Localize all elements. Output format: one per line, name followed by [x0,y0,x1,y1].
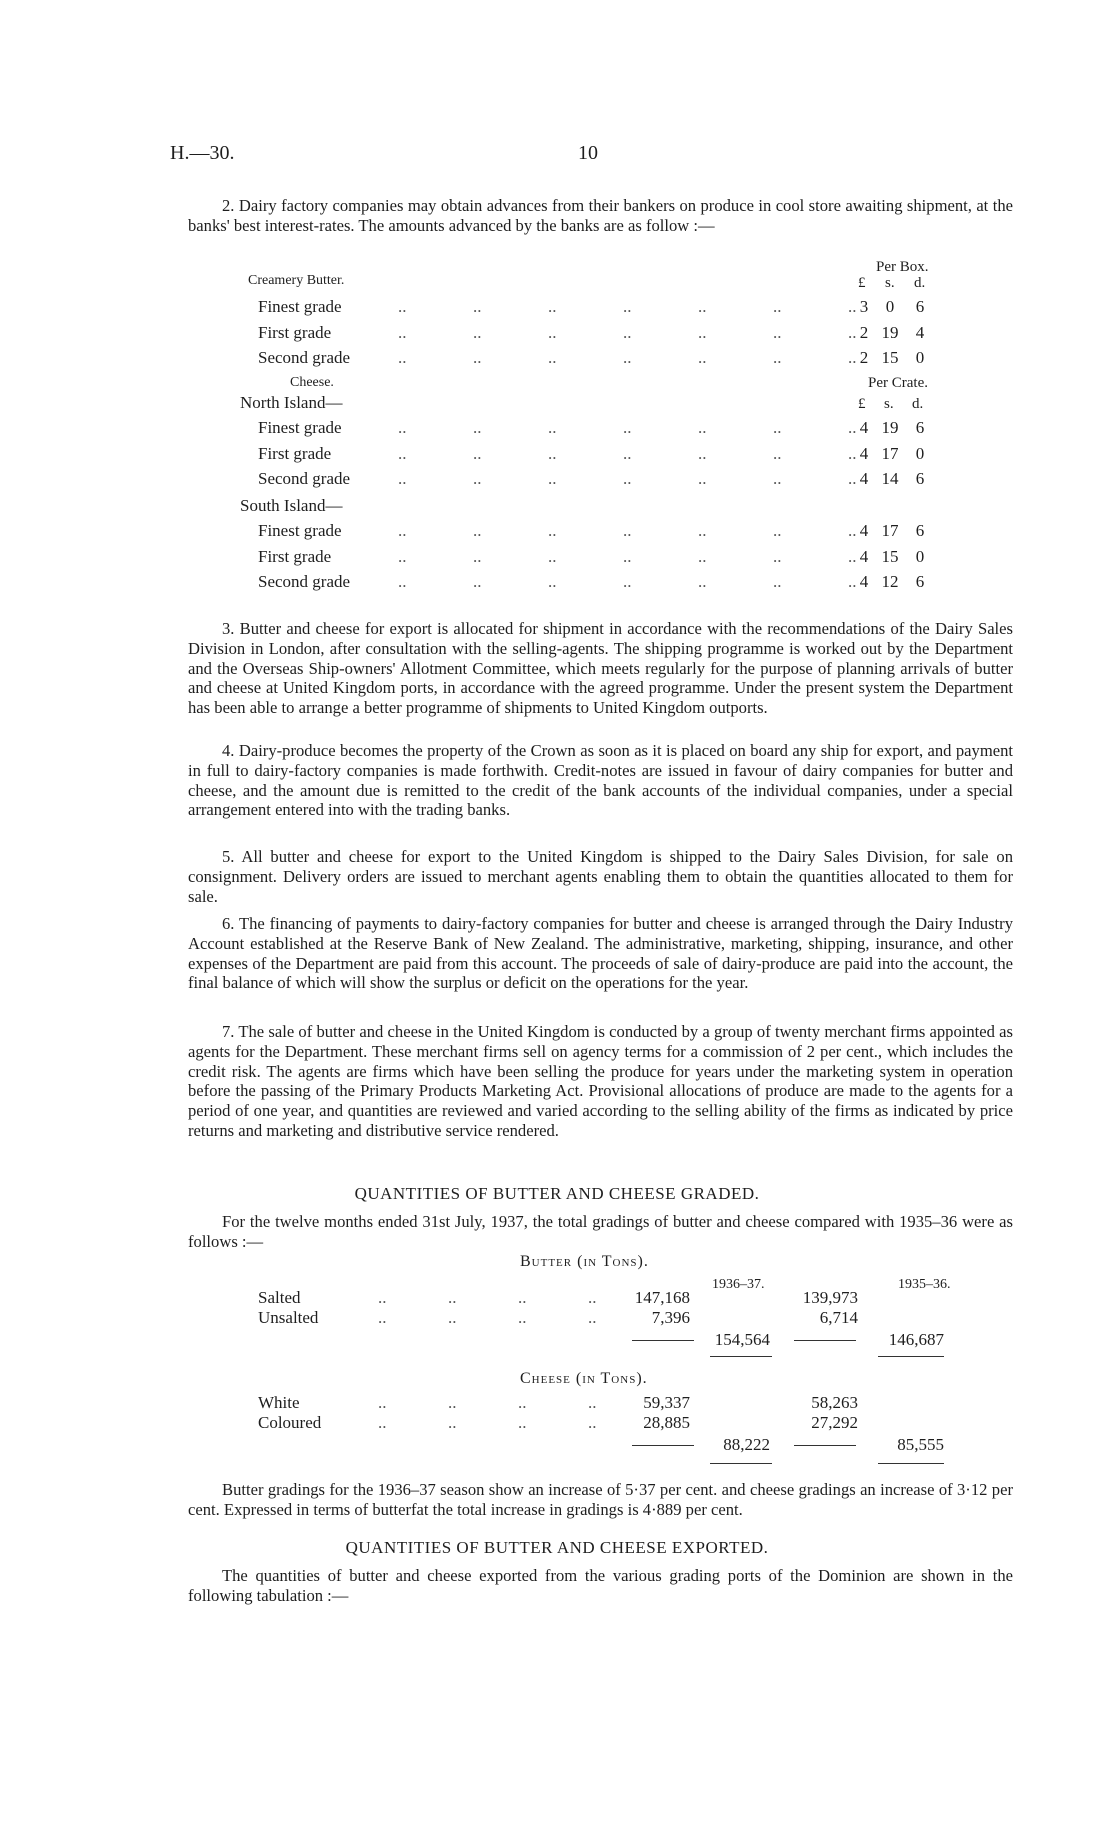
butter-advance-pence: 6 [915,297,925,316]
south-island-cheese-grade-label: Finest grade [258,521,342,540]
year-1935-36: 1935–36. [898,1277,951,1292]
cheese-graded-1935-36: 27,292 [811,1413,858,1432]
south-island-cheese-shillings: 15 [881,546,899,566]
paragraph-6: 6. The financing of payments to dairy-factory companies for butter and cheese is arranged through the Dairy Industry Account established at the Reserve Bank of New Zealand. The administrative, marketing, shipping, insurance, and other expenses of the Department are paid from this account. The proceeds of sale of dairy-produce are paid into the account, the final balance of which will show the surplus or deficit on the operations for the year. [188,914,1013,993]
north-island-cheese-grade-label: First grade [258,443,332,463]
paragraph-5: 5. All butter and cheese for export to the United Kingdom is shipped to the Dairy Sales Division, for sale on consignment. Delivery orders are issued to merchant agents enabling them to obtain the quantities allocated to them for sale. [188,847,1013,906]
cheese-totals-row [0,1435,1114,1457]
cheese-graded-row [0,1413,1114,1435]
graded-intro: For the twelve months ended 31st July, 1937, the total gradings of butter and cheese compared with 1935–36 were as follows :— [188,1212,1013,1251]
north-island-cheese-grade-label: Finest grade [258,418,342,437]
south-island-cheese-row [0,547,1114,571]
butter-advance-pounds: 3 [859,297,869,316]
page-number: 10 [578,142,598,164]
butter-advance-pounds: 2 [859,322,869,342]
butter-graded-1936-37: 147,168 [634,1288,690,1307]
cheese-heading: Cheese. [290,375,334,390]
south-island-cheese-pounds: 4 [859,546,869,566]
north-island-heading: North Island— [240,393,343,412]
butter-graded-label: Salted [258,1288,301,1307]
dot-leader: .. .. .. .. .. .. .. [398,297,857,316]
currency-pence-cheese: d. [912,396,924,412]
north-island-cheese-row [0,418,1114,442]
dot-leader: .. .. .. .. [378,1413,597,1432]
butter-graded-row [0,1288,1114,1310]
south-island-cheese-row [0,572,1114,596]
butter-total-1936-37: 154,564 [714,1330,770,1349]
graded-section-title: QUANTITIES OF BUTTER AND CHEESE GRADED. [354,1184,760,1203]
south-island-cheese-pounds: 4 [859,521,869,540]
currency-pounds: £ [858,275,866,291]
north-island-cheese-pence: 6 [915,418,925,437]
butter-advance-shillings: 19 [881,322,899,342]
south-island-cheese-grade-label: Second grade [258,572,351,591]
south-island-cheese-shillings: 17 [881,521,899,540]
cheese-total-rule-1 [710,1463,772,1464]
butter-graded-row [0,1308,1114,1330]
north-island-cheese-pounds: 4 [859,469,869,488]
dot-leader: .. .. .. .. [378,1288,597,1307]
cheese-total-rule-2 [878,1463,944,1464]
butter-graded-label: Unsalted [258,1308,319,1327]
butter-advance-row [0,323,1114,347]
paragraph-2: 2. Dairy factory companies may obtain advances from their bankers on produce in cool store awaiting shipment, at the banks' best interest-rates. The amounts advanced by the banks are as follow :— [188,196,1013,235]
butter-advance-row [0,348,1114,372]
dot-leader: .. .. .. .. [378,1308,597,1327]
north-island-cheese-pence: 6 [915,469,925,488]
exported-intro: The quantities of butter and cheese exported from the various grading ports of the Dominion are shown in the following tabulation :— [188,1566,1013,1605]
dot-leader: .. .. .. .. .. .. .. [398,521,857,540]
south-island-cheese-pence: 6 [915,572,925,591]
cheese-graded-1935-36: 58,263 [811,1393,858,1412]
creamery-butter-heading: Creamery Butter. [248,273,345,288]
butter-tons-heading: Butter (in Tons). [520,1253,649,1270]
cheese-tons-heading: Cheese (in Tons). [520,1370,648,1387]
butter-advance-grade-label: Second grade [258,348,351,367]
paragraph-7: 7. The sale of butter and cheese in the United Kingdom is conducted by a group of twenty merchant firms appointed as agents for the Department. These merchant firms sell on agency terms for a commission of 2 per cent., which includes the credit risk. The agents are firms which have been selling the produce for years under the marketing system in operation before the passing of the Primary Products Marketing Act. Provisional allocations of produce are made to the agents for a period of one year, and quantities are reviewed and varied according to the selling ability of the firms as indicated by price returns and marketing and distributive service rendered. [188,1022,1013,1140]
north-island-cheese-row [0,469,1114,493]
north-island-cheese-grade-label: Second grade [258,469,351,488]
butter-advance-pounds: 2 [859,348,869,367]
butter-total-1935-36: 146,687 [888,1330,944,1349]
butter-advance-grade-label: Finest grade [258,297,342,316]
south-island-cheese-grade-label: First grade [258,546,332,566]
butter-advance-pence: 0 [915,348,925,367]
dot-leader: .. .. .. .. .. .. .. [398,443,857,463]
north-island-cheese-row [0,444,1114,468]
cheese-graded-1936-37: 28,885 [643,1413,690,1432]
cheese-total-1935-36: 85,555 [897,1435,944,1454]
currency-shillings: s. [885,275,895,291]
south-island-cheese-pence: 6 [915,521,925,540]
report-reference: H.—30. [170,142,235,164]
butter-graded-1935-36: 139,973 [802,1288,858,1307]
butter-advance-shillings: 15 [881,348,899,367]
south-island-cheese-row [0,521,1114,545]
butter-advance-shillings: 0 [885,297,895,316]
butter-graded-1936-37: 7,396 [651,1308,690,1327]
north-island-cheese-shillings: 14 [881,469,899,488]
year-1936-37: 1936–37. [712,1277,765,1292]
north-island-cheese-shillings: 17 [881,443,899,463]
dot-leader: .. .. .. .. .. .. .. [398,348,857,367]
north-island-cheese-pounds: 4 [859,418,869,437]
per-box-heading: Per Box. [876,259,929,275]
graded-summary: Butter gradings for the 1936–37 season show an increase of 5·37 per cent. and cheese gradings an increase of 3·12 per cent. Expressed in terms of butterfat the total increase in gradings is 4·889 per cent. [188,1480,1013,1519]
south-island-cheese-shillings: 12 [881,572,899,591]
cheese-graded-label: Coloured [258,1413,322,1432]
butter-advance-row [0,297,1114,321]
south-island-cheese-pence: 0 [915,546,925,566]
butter-advance-grade-label: First grade [258,322,332,342]
cheese-graded-label: White [258,1393,300,1412]
per-crate-heading: Per Crate. [868,375,928,391]
butter-graded-1935-36: 6,714 [819,1308,858,1327]
dot-leader: .. .. .. .. .. .. .. [398,418,857,437]
south-island-cheese-pounds: 4 [859,572,869,591]
currency-shillings-cheese: s. [884,396,894,412]
butter-advance-pence: 4 [915,322,925,342]
cheese-graded-row [0,1393,1114,1415]
dot-leader: .. .. .. .. .. .. .. [398,572,857,591]
dot-leader: .. .. .. .. .. .. .. [398,322,857,342]
dot-leader: .. .. .. .. [378,1393,597,1412]
paragraph-4: 4. Dairy-produce becomes the property of the Crown as soon as it is placed on board any ship for export, and payment in full to dairy-factory companies is made forthwith. Credit-notes are issued in favour of dairy companies for butter and cheese, and the amount due is remitted to the credit of the bank accounts of the individual companies, under a special arrangement entered into with the trading banks. [188,741,1013,820]
cheese-graded-1936-37: 59,337 [643,1393,690,1412]
butter-total-rule-1 [710,1356,772,1357]
north-island-cheese-shillings: 19 [881,418,899,437]
butter-totals-row [0,1330,1114,1352]
paragraph-3: 3. Butter and cheese for export is allocated for shipment in accordance with the recommendations of the Dairy Sales Division in London, after consultation with the selling-agents. The shipping programme is worked out by the Department and the Overseas Ship-owners' Allotment Committee, which meets regularly for the purpose of planning arrivals of butter and cheese at United Kingdom ports, in accordance with the agreed programme. Under the present system the Department has been able to arrange a better programme of shipments to United Kingdom outports. [188,619,1013,718]
butter-total-rule-2 [878,1356,944,1357]
south-island-heading: South Island— [240,496,343,515]
cheese-total-1936-37: 88,222 [723,1435,770,1454]
dot-leader: .. .. .. .. .. .. .. [398,546,857,566]
north-island-cheese-pounds: 4 [859,443,869,463]
north-island-cheese-pence: 0 [915,443,925,463]
dot-leader: .. .. .. .. .. .. .. [398,469,857,488]
currency-pence: d. [914,275,926,291]
currency-pounds-cheese: £ [858,396,866,412]
exported-section-title: QUANTITIES OF BUTTER AND CHEESE EXPORTED. [345,1538,769,1557]
